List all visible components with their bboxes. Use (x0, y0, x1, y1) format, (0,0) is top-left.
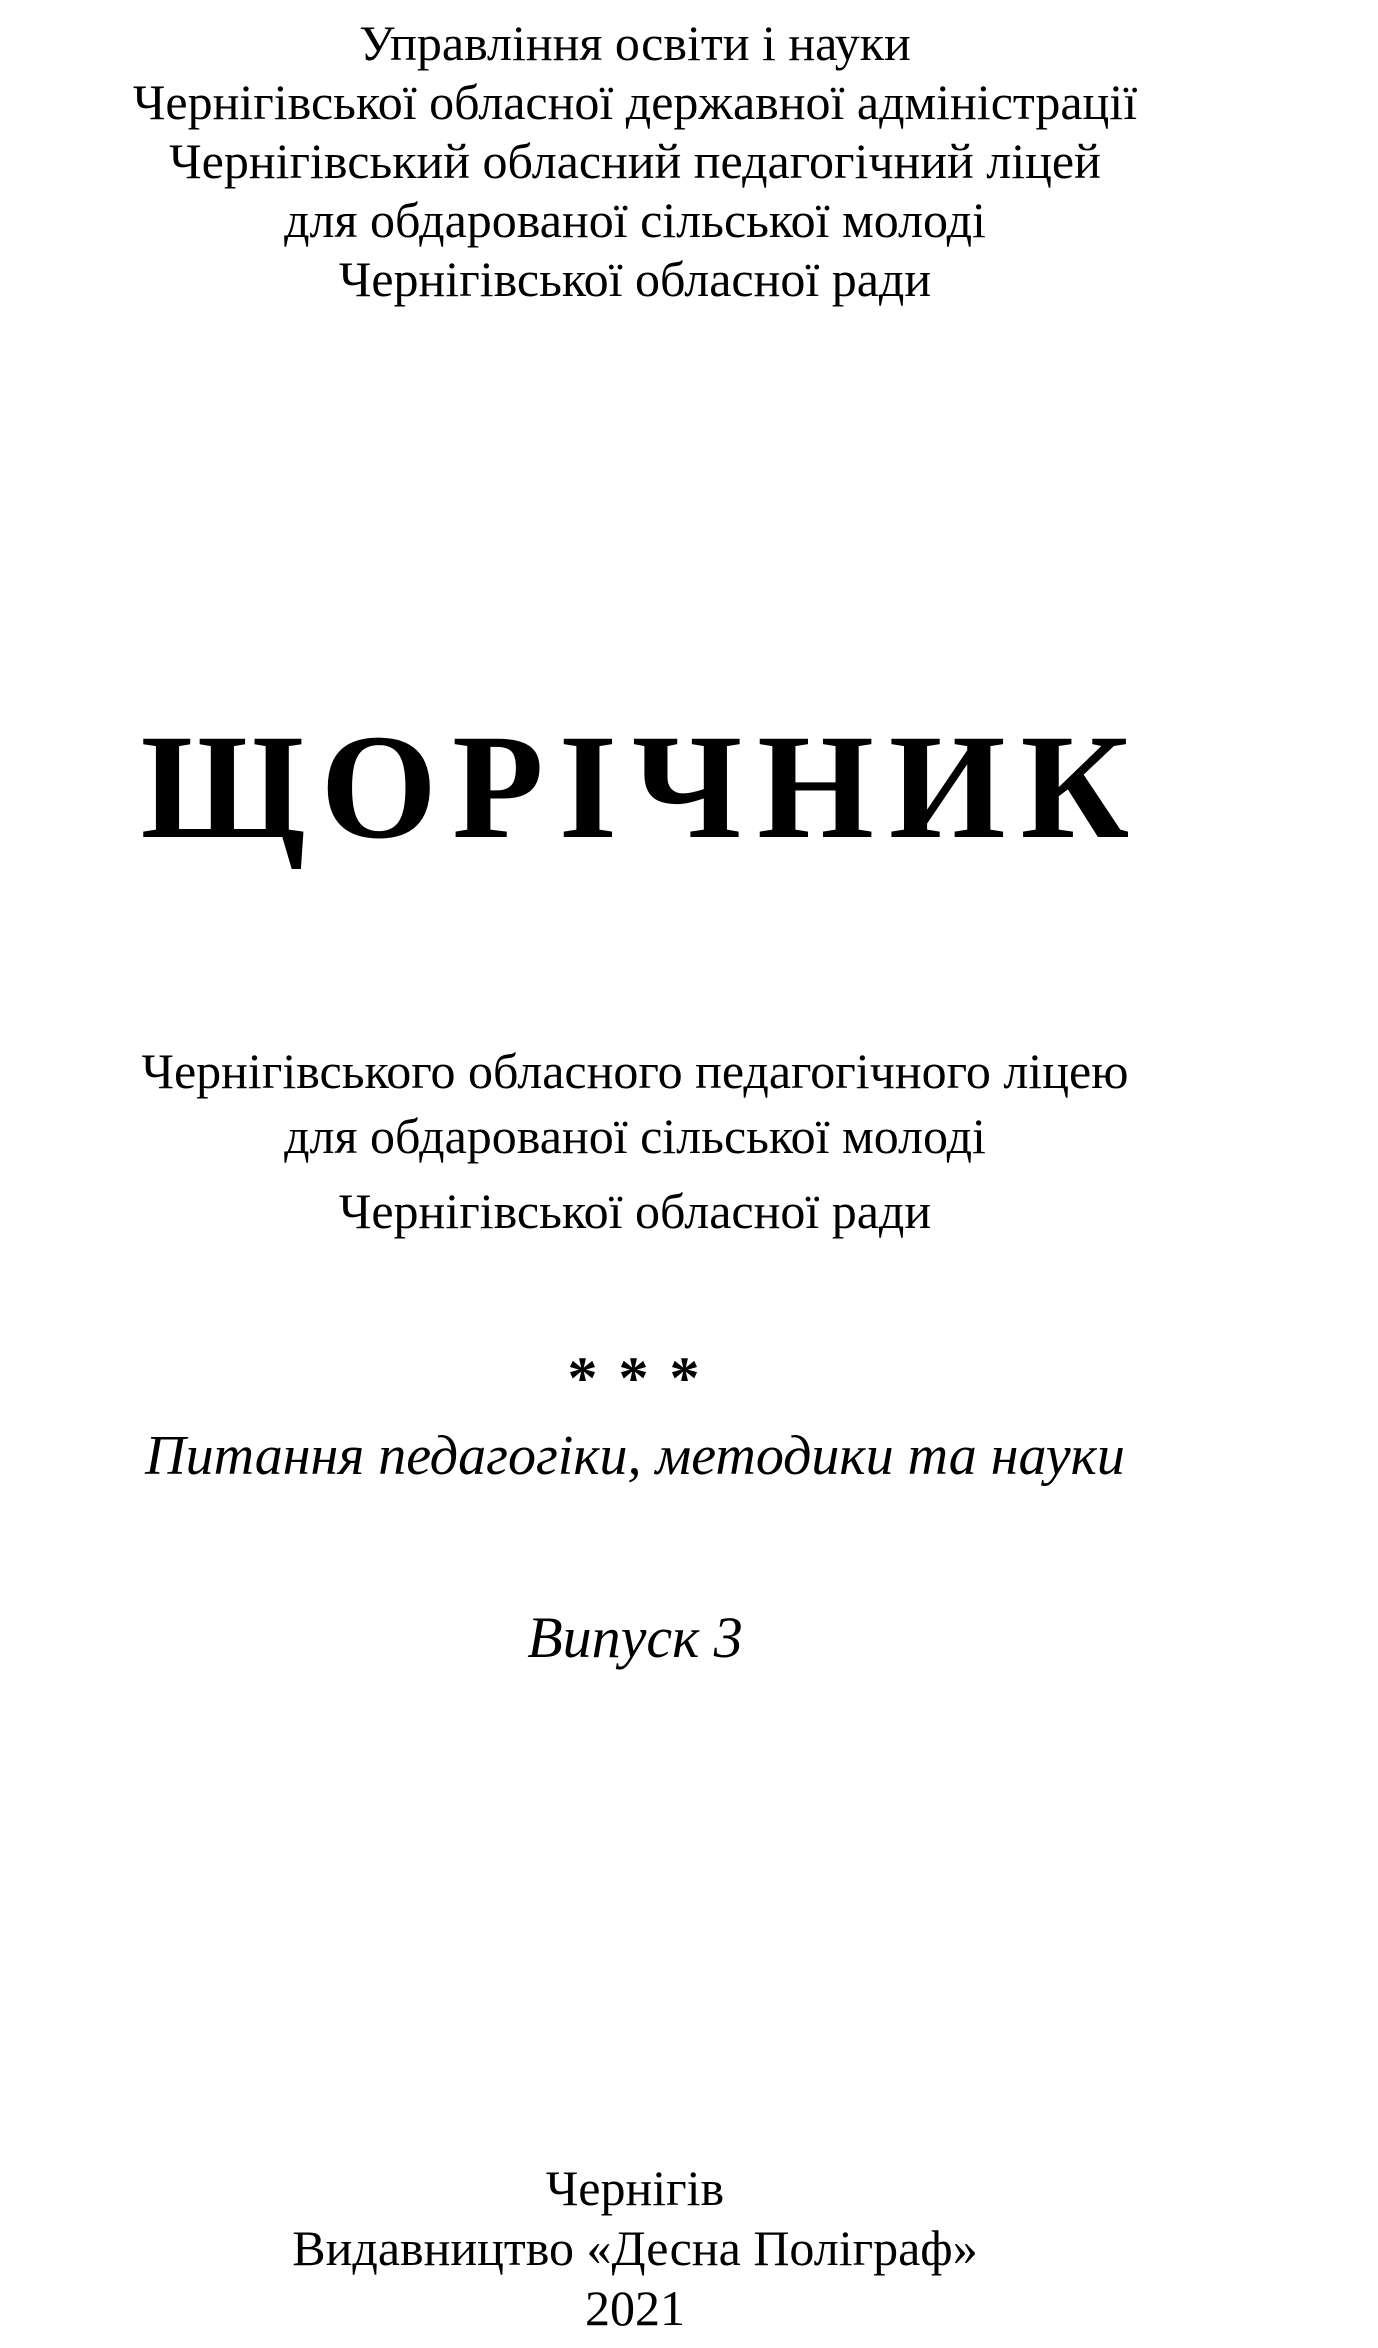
series-title: Питання педагогіки, методики та науки (145, 1425, 1125, 1487)
issue-number: Випуск 3 (527, 1605, 743, 1670)
imprint-year: 2021 (585, 2280, 685, 2336)
asterisk-separator: * * * (567, 1345, 703, 1411)
subtitle-line: для обдарованої сільської молоді (284, 1108, 986, 1164)
publisher-header (0, 14, 1270, 309)
header-line: Управління освіти і науки (359, 15, 911, 71)
subtitle-line: Чернігівського обласного педагогічного ліцею (141, 1043, 1129, 1099)
header-line: Чернігівський обласний педагогічний ліцей (169, 133, 1101, 189)
subtitle-paragraph (0, 1039, 1270, 1169)
imprint-publisher: Видавництво «Десна Поліграф» (292, 2220, 978, 2276)
subtitle-line: Чернігівської обласної ради (338, 1183, 932, 1239)
imprint-city: Чернігів (545, 2160, 725, 2216)
book-title: ЩОРІЧНИК (140, 704, 1145, 870)
header-line: Чернігівської обласної ради (338, 251, 932, 307)
header-line: Чернігівської обласної державної адміністрації (132, 74, 1138, 130)
header-line: для обдарованої сільської молоді (284, 192, 986, 248)
imprint (0, 2158, 1270, 2338)
